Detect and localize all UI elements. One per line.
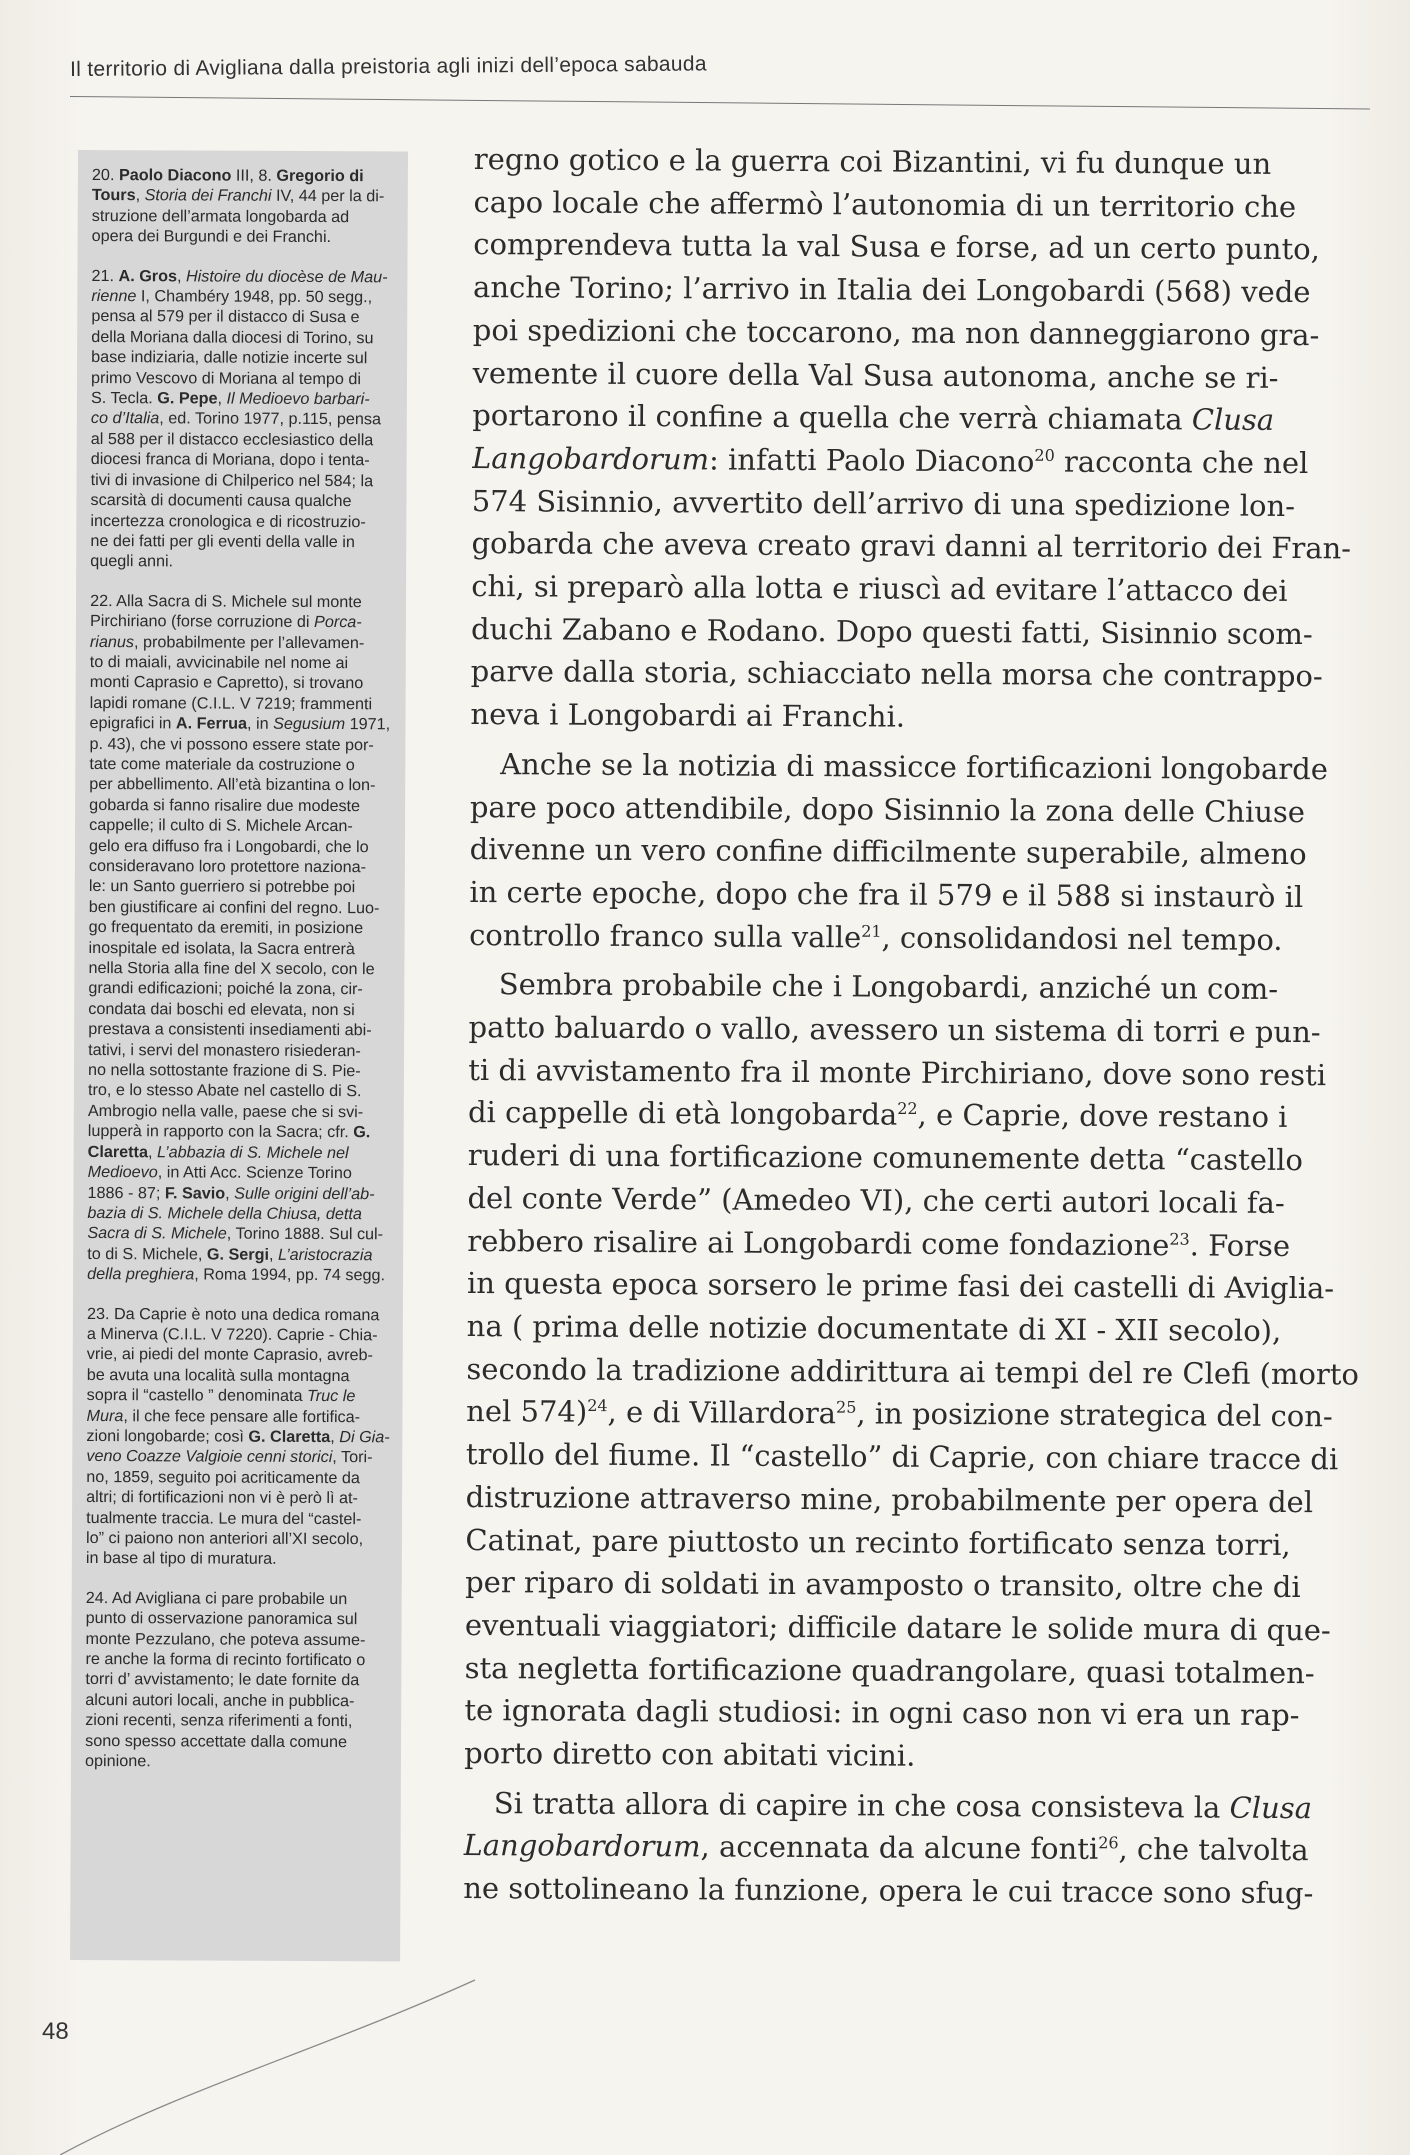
footnote-line: sono spesso accettate dalla comune [85, 1731, 348, 1751]
text-line: poi spedizioni che toccarono, ma non danneggiarono gra- [472, 312, 1320, 352]
footnote-line: to di maiali, avvicinabile nel nome ai [89, 652, 349, 673]
footnote-line: no, 1859, seguito poi acriticamente da [86, 1467, 360, 1487]
footnote-line: Mura, il che fece pensare alle fortifica- [86, 1406, 361, 1426]
footnote-line: re anche la forma di recinto fortificato o [85, 1650, 366, 1670]
footnote-line: S. Tecla. G. Pepe, Il Medioevo barbari- [90, 389, 370, 409]
footnote-ref: 23 [1169, 1229, 1190, 1249]
text-line: ne sottolineano la funzione, opera le cui tracce sono sfug- [463, 1871, 1314, 1911]
footnote-line: consideravano loro protettore naziona- [88, 856, 367, 877]
footnote-line: Pirchiriano (forse corruzione di Porca- [89, 612, 362, 632]
text-line: in questa epoca sorsero le prime fasi dei castelli di Aviglia- [466, 1266, 1335, 1306]
footnote-ref: 20 [1034, 445, 1055, 465]
text-line: sta negletta fortificazione quadrangolare, quasi totalmen- [464, 1650, 1315, 1690]
footnote-line: opera dei Burgundi e dei Franchi. [91, 227, 332, 247]
text-line: ruderi di una fortificazione comunemente detta “castello [467, 1138, 1304, 1178]
footnote-line: quegli anni. [90, 552, 174, 571]
footnote-line: inospitale ed isolata, la Sacra entrerà [88, 938, 355, 958]
footnote-ref: 25 [836, 1397, 857, 1418]
footnote-line: gelo era diffuso fra i Longobardi, che lo [88, 836, 369, 856]
footnote-line: per abbellimento. All’età bizantina o lon- [89, 775, 376, 795]
footnote [85, 1588, 391, 1773]
footnote-ref: 21 [861, 921, 882, 941]
footnote-line: le: un Santo guerriero si potrebbe poi [88, 877, 356, 897]
footnote-line: alcuni autori locali, anche in pubblica- [85, 1690, 355, 1711]
text-line: vemente il cuore della Val Susa autonoma, anche se ri- [472, 355, 1279, 395]
footnote-line: tivi di invasione di Chilperico nel 584; la [90, 470, 374, 490]
footnote-line: Claretta, L’abbazia di S. Michele nel [87, 1142, 349, 1162]
footnote-line: Medioevo, in Atti Acc. Scienze Torino [87, 1163, 352, 1183]
footnote-line: grandi edificazioni; poiché la zona, cir- [88, 979, 363, 999]
footnote-line: lupperà in rapporto con la Sacra; cfr. G. [87, 1122, 371, 1142]
footnote-line: monti Caprasio e Capretto), si trovano [89, 673, 364, 693]
text-line: Anche se la notizia di massicce fortificazioni longobarde [500, 747, 1329, 787]
footnote-line: to di S. Michele, G. Sergi, L’aristocrazia [87, 1244, 373, 1264]
text-line: eventuali viaggiatori; difficile datare le solide mura di que- [464, 1607, 1331, 1648]
text-line: portarono il confine a quella che verrà chiamata Clusa [472, 398, 1275, 438]
text-line: capo locale che affermò l’autonomia di un territorio che [473, 184, 1297, 224]
text-line: nel 574)$^{24}$, e di Villardora$^{25}$, in posizione strategica del con- [466, 1394, 1333, 1434]
footnote-ref: 24 [587, 1396, 608, 1416]
footnote-line: primo Vescovo di Moriana al tempo di [91, 368, 362, 388]
footnote-line: prestava a consistenti insediamenti abi- [88, 1020, 372, 1040]
footnote-line: altri; di fortificazioni non vi è però lì at- [86, 1488, 358, 1508]
footnote-line: p. 43), che vi possono essere state por- [89, 734, 374, 754]
running-header: Il territorio di Avigliana dalla preistoria agli inizi dell’epoca sabauda [70, 52, 707, 81]
footnote-line: epigrafici in A. Ferrua, in Segusium 1971, [89, 714, 391, 734]
footnote-line: veno Coazze Valgioie cenni storici, Tori- [86, 1447, 373, 1467]
text-line: di cappelle di età longobarda$^{22}$, e Caprie, dove restano i [467, 1095, 1288, 1135]
footnote-line: della preghiera, Roma 1994, pp. 74 segg. [87, 1265, 386, 1285]
text-line: comprendeva tutta la val Susa e forse, ad un certo punto, [473, 227, 1320, 267]
footnote [87, 591, 395, 1286]
footnote-line: gobarda si fanno risalire due modeste [89, 795, 361, 815]
footnote-line: a Minerva (C.I.L. V 7220). Caprie - Chia- [86, 1324, 378, 1345]
text-line: del conte Verde” (Amedeo VI), che certi autori locali fa- [467, 1180, 1285, 1220]
footnote-line: 21. A. Gros, Histoire du diocèse de Mau- [91, 266, 388, 286]
footnote-line: struzione dell’armata longobarda ad [91, 206, 350, 226]
paragraph [464, 963, 1374, 1780]
footnote-line: bazia di S. Michele della Chiusa, detta [87, 1203, 362, 1224]
footnote-line: pensa al 579 per il distacco di Susa e [91, 307, 360, 327]
footnote-line: ne dei fatti per gli eventi della valle in [90, 531, 355, 552]
footnote-line: be avuta una località sulla montagna [86, 1365, 350, 1385]
paragraph [463, 1782, 1369, 1916]
footnotes [85, 165, 397, 1792]
footnote-line: tate come materiale da costruzione o [89, 754, 355, 775]
text-line: duchi Zabano e Rodano. Dopo questi fatti, Sisinnio scom- [470, 611, 1313, 651]
footnote-line: ben giustificare ai confini del regno. Luo- [88, 897, 380, 918]
text-line: Langobardorum: infatti Paolo Diacono$^{20}$ racconta che nel [471, 440, 1309, 481]
footnote-line: no nella sottostante frazione di S. Pie- [88, 1061, 361, 1081]
footnote-line: sopra il “castello ” denominata Truc le [86, 1386, 356, 1406]
page-curl-shadow [60, 1970, 480, 2155]
footnote-line: della Moriana dalla diocesi di Torino, su [91, 327, 374, 348]
footnote [86, 1304, 392, 1571]
footnote-line: punto di osservazione panoramica sul [85, 1609, 358, 1629]
footnote-line: 22. Alla Sacra di S. Michele sul monte [90, 591, 362, 611]
text-line: 574 Sisinnio, avvertito dell’arrivo di una spedizione lon- [471, 483, 1296, 523]
footnote-line: rianus, probabilmente per l’allevamen- [89, 632, 365, 652]
footnote-line: in base al tipo di muratura. [85, 1549, 277, 1569]
text-line: porto diretto con abitati vicini. [464, 1735, 916, 1773]
footnote-line: incertezza cronologica e di ricostruzio- [90, 511, 366, 531]
text-line: secondo la tradizione addirittura ai tempi del re Clefi (morto [466, 1351, 1359, 1392]
page-number: 48 [42, 2018, 69, 2045]
footnote-line: tativi, i servi del monastero risiederan- [88, 1040, 361, 1060]
text-line: divenne un vero confine difficilmente superabile, almeno [469, 832, 1307, 872]
footnote-line: Sacra di S. Michele, Torino 1888. Sul cul- [87, 1224, 384, 1244]
footnote-line: scarsità di documenti causa qualche [90, 491, 352, 511]
footnote [92, 165, 397, 248]
footnote-line: zioni longobarde; così G. Claretta, Di Gia- [86, 1426, 390, 1447]
footnote-ref: 26 [1098, 1833, 1119, 1853]
footnote-line: diocesi franca di Moriana, dopo i tenta- [90, 450, 370, 470]
text-line: trollo del fiume. Il “castello” di Caprie, con chiare tracce di [465, 1437, 1339, 1477]
footnote-ref: 22 [897, 1099, 918, 1119]
footnote-line: al 588 per il distacco ecclesiastico della [90, 429, 374, 450]
text-line: gobarda che aveva creato gravi danni al territorio dei Fran- [471, 526, 1352, 566]
text-line: regno gotico e la guerra coi Bizantini, vi fu dunque un [473, 141, 1272, 181]
text-line: Langobardorum, accennata da alcune fonti$^{26}$, che talvolta [463, 1828, 1309, 1868]
text-line: in certe epoche, dopo che fra il 579 e il 588 si instaurò il [469, 874, 1304, 915]
footnote-line: co d’Italia, ed. Torino 1977, p.115, pensa [90, 409, 382, 429]
footnote-line: go frequentato da eremiti, in posizione [88, 918, 364, 938]
footnote-line: vrie, ai piedi del monte Caprasio, avreb- [86, 1345, 373, 1365]
paragraph [470, 138, 1379, 741]
paragraph [469, 743, 1375, 962]
footnote-line: opinione. [84, 1752, 151, 1771]
footnote-line: Ambrogio nella valle, paese che si svi- [87, 1101, 364, 1122]
footnote-line: rienne I, Chambéry 1948, pp. 50 segg., [91, 287, 373, 307]
text-line: rebbero risalire ai Longobardi come fondazione$^{23}$. Forse [467, 1223, 1291, 1263]
footnote-line: torri d’ avvistamento; le date fornite da [85, 1670, 360, 1690]
footnote-line: nella Storia alla fine del X secolo, con le [88, 959, 375, 979]
text-line: patto baluardo o vallo, avessero un sistema di torri e pun- [468, 1010, 1321, 1050]
text-line: pare poco attendibile, dopo Sisinnio la zona delle Chiuse [469, 789, 1306, 829]
text-line: Sembra probabile che i Longobardi, anziché un com- [498, 967, 1279, 1007]
footnote [90, 266, 396, 573]
footnote-line: 23. Da Caprie è noto una dedica romana [86, 1304, 380, 1324]
footnote-line: cappelle; il culto di S. Michele Arcan- [89, 816, 353, 836]
main-text [463, 138, 1379, 1922]
footnote-line: tualmente traccia. Le mura del “castel- [86, 1508, 362, 1528]
footnote-line: tro, e lo stesso Abate nel castello di S. [87, 1081, 362, 1101]
footnote-line: lo” ci paiono non anteriori all’XI secolo, [85, 1528, 364, 1549]
text-line: Catinat, pare piuttosto un recinto fortificato senza torri, [465, 1522, 1291, 1562]
footnote-line: monte Pezzulano, che poteva assume- [85, 1629, 366, 1649]
text-line: na ( prima delle notizie documentate di XI - XII secolo), [466, 1308, 1282, 1348]
header-rule [70, 96, 1370, 109]
footnote-line: 1886 - 87; F. Savio, Sulle origini dell’ab- [87, 1183, 375, 1203]
text-line: ti di avvistamento fra il monte Pirchiriano, dove sono resti [468, 1052, 1327, 1092]
text-line: Si tratta allora di capire in che cosa consisteva la Clusa [493, 1785, 1313, 1825]
text-line: chi, si preparò alla lotta e riuscì ad evitare l’attacco dei [471, 569, 1288, 609]
text-line: controllo franco sulla valle$^{21}$, consolidandosi nel tempo. [469, 917, 1283, 957]
footnote-line: base indiziaria, dalle notizie incerte sul [91, 348, 368, 368]
text-line: neva i Longobardi ai Franchi. [470, 697, 906, 734]
footnote-line: zioni recenti, senza riferimenti a fonti, [85, 1711, 353, 1731]
footnote-line: condata dai boschi ed elevata, non si [88, 999, 355, 1019]
footnote-line: lapidi romane (C.I.L. V 7219; frammenti [89, 693, 373, 713]
text-line: parve dalla storia, schiacciato nella morsa che contrappo- [470, 654, 1323, 694]
footnote-line: Tours, Storia dei Franchi IV, 44 per la di- [91, 186, 385, 206]
text-line: anche Torino; l’arrivo in Italia dei Longobardi (568) vede [472, 270, 1311, 310]
footnote-line: 20. Paolo Diacono III, 8. Gregorio di [91, 165, 364, 186]
text-line: te ignorata dagli studiosi: in ogni caso non vi era un rap- [464, 1693, 1300, 1733]
text-line: per riparo di soldati in avamposto o transito, oltre che di [465, 1565, 1301, 1605]
text-line: distruzione attraverso mine, probabilmente per opera del [465, 1479, 1314, 1519]
footnote-line: 24. Ad Avigliana ci pare probabile un [85, 1588, 348, 1608]
